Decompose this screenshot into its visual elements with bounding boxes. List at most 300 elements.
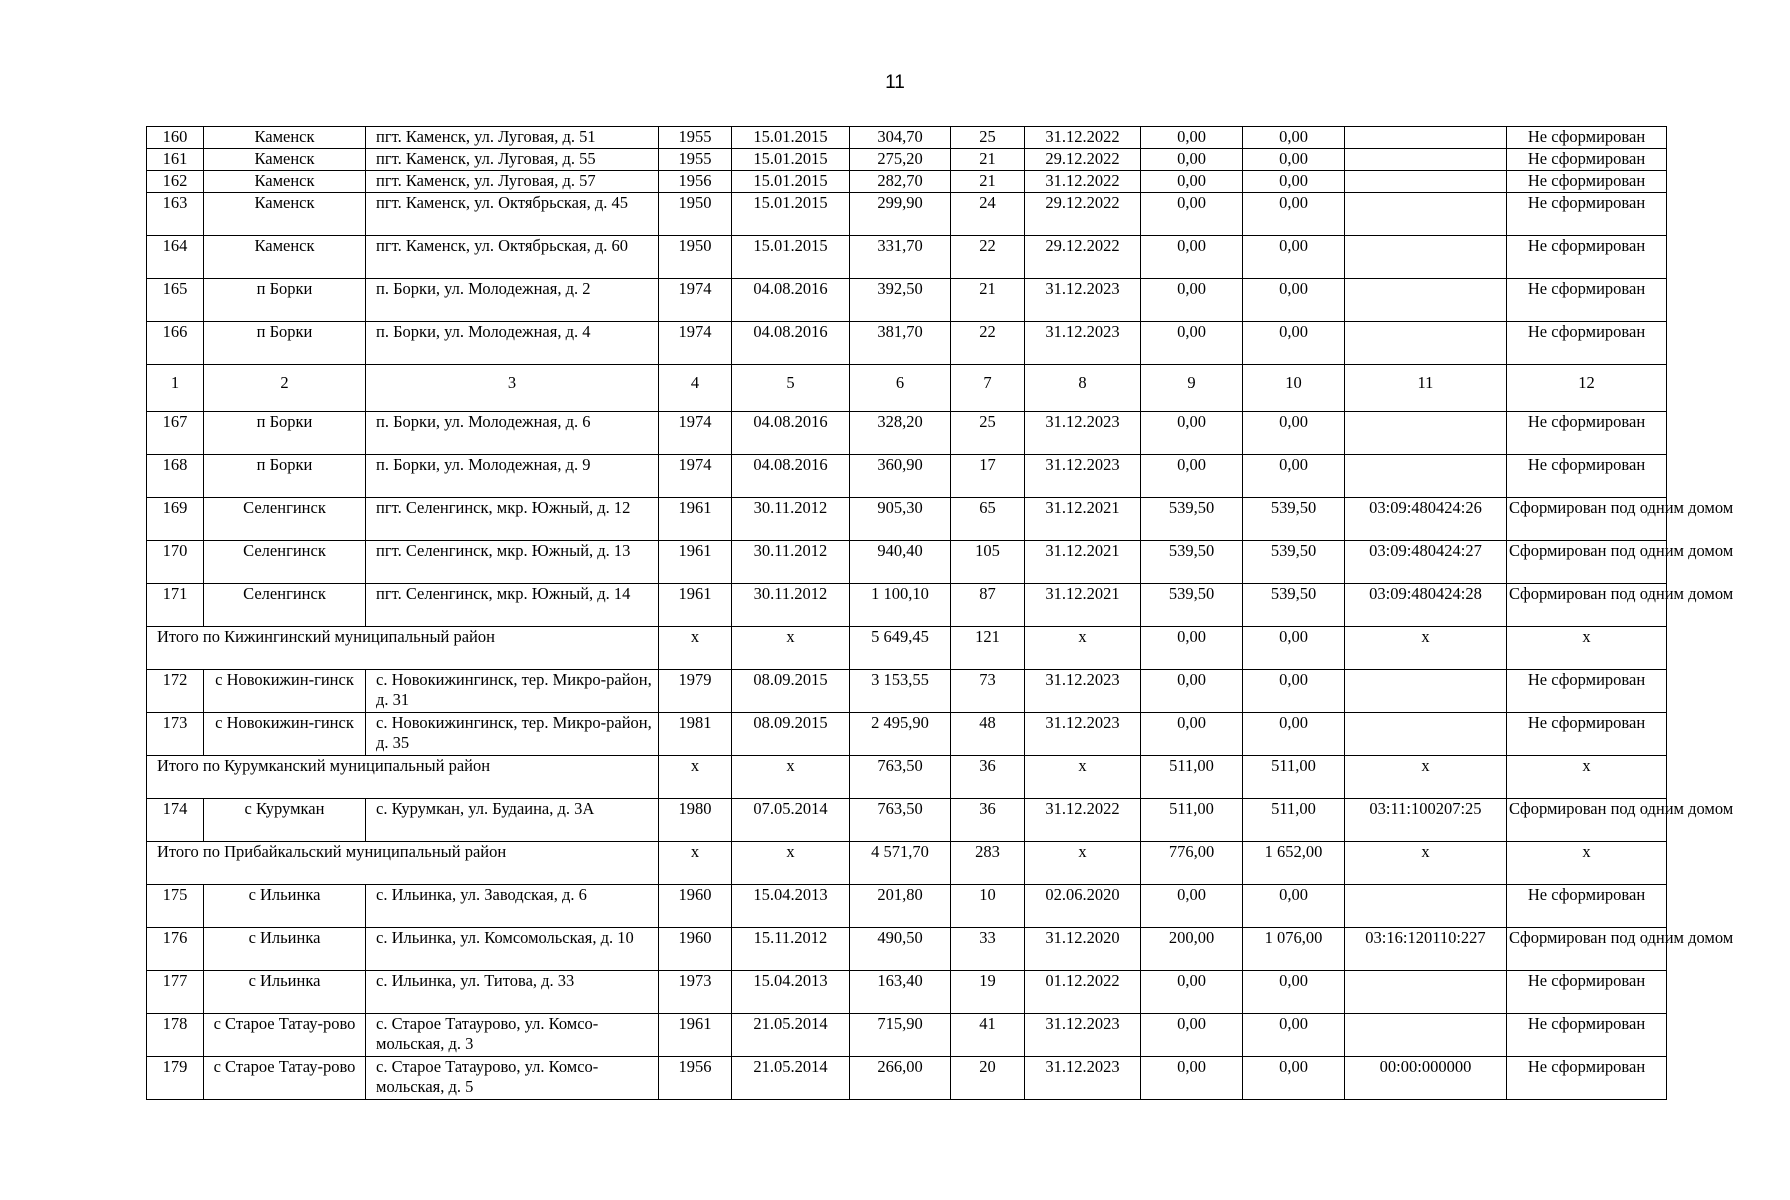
row-number: 171 xyxy=(147,584,204,627)
land-status-cell: Не сформирован xyxy=(1507,236,1667,279)
area-cell: 266,00 xyxy=(850,1057,951,1100)
residents-cell: 87 xyxy=(951,584,1025,627)
settlement-cell: с Ильинка xyxy=(204,885,366,928)
land-area-col9-cell: 539,50 xyxy=(1141,541,1243,584)
land-area-col9-cell: 0,00 xyxy=(1141,885,1243,928)
land-area-col9-cell: 0,00 xyxy=(1141,1014,1243,1057)
table-row xyxy=(147,885,1667,928)
row-number: 178 xyxy=(147,1014,204,1057)
land-status-cell: Не сформирован xyxy=(1507,149,1667,171)
area-cell: 2 495,90 xyxy=(850,713,951,756)
residents-cell: 22 xyxy=(951,236,1025,279)
land-area-col10-cell: 0,00 xyxy=(1243,171,1345,193)
recognition-date-cell: х xyxy=(732,627,850,670)
column-number-cell: 12 xyxy=(1507,365,1667,412)
land-area-col10-cell: 539,50 xyxy=(1243,541,1345,584)
settlement-cell: с Ильинка xyxy=(204,928,366,971)
residents-cell: 22 xyxy=(951,322,1025,365)
area-cell: 940,40 xyxy=(850,541,951,584)
recognition-date-cell: 15.01.2015 xyxy=(732,236,850,279)
district-total-label: Итого по Курумканский муниципальный район xyxy=(147,756,659,799)
year-cell: 1981 xyxy=(659,713,732,756)
settlement-cell: Каменск xyxy=(204,149,366,171)
land-status-cell: Сформирован под одним домом xyxy=(1507,498,1667,541)
land-area-col9-cell: 0,00 xyxy=(1141,193,1243,236)
residents-cell: 105 xyxy=(951,541,1025,584)
land-area-col9-cell: 0,00 xyxy=(1141,279,1243,322)
cadastral-number-cell xyxy=(1345,971,1507,1014)
land-area-col9-cell: 539,50 xyxy=(1141,498,1243,541)
land-status-cell: х xyxy=(1507,627,1667,670)
table-row xyxy=(147,127,1667,149)
settlement-cell: с Новокижин-гинск xyxy=(204,670,366,713)
recognition-date-cell: 04.08.2016 xyxy=(732,412,850,455)
table-row xyxy=(147,541,1667,584)
address-cell: пгт. Каменск, ул. Октябрьская, д. 60 xyxy=(366,236,659,279)
land-area-col9-cell: 0,00 xyxy=(1141,670,1243,713)
address-cell: пгт. Каменск, ул. Луговая, д. 51 xyxy=(366,127,659,149)
year-cell: 1961 xyxy=(659,498,732,541)
cadastral-number-cell xyxy=(1345,713,1507,756)
table-body xyxy=(147,127,1734,1100)
year-cell: 1955 xyxy=(659,127,732,149)
residents-cell: 283 xyxy=(951,842,1025,885)
year-cell: х xyxy=(659,627,732,670)
recognition-date-cell: 15.01.2015 xyxy=(732,193,850,236)
resettlement-deadline-cell: 31.12.2022 xyxy=(1025,799,1141,842)
recognition-date-cell: 08.09.2015 xyxy=(732,670,850,713)
district-total-label: Итого по Кижингинский муниципальный район xyxy=(147,627,659,670)
cadastral-number-cell xyxy=(1345,322,1507,365)
land-area-col10-cell: 0,00 xyxy=(1243,670,1345,713)
resettlement-deadline-cell: 31.12.2023 xyxy=(1025,1014,1141,1057)
column-number-cell: 4 xyxy=(659,365,732,412)
land-area-col10-cell: 0,00 xyxy=(1243,193,1345,236)
year-cell: х xyxy=(659,756,732,799)
recognition-date-cell: 15.01.2015 xyxy=(732,171,850,193)
settlement-cell: п Борки xyxy=(204,412,366,455)
recognition-date-cell: 30.11.2012 xyxy=(732,584,850,627)
address-cell: пгт. Каменск, ул. Луговая, д. 57 xyxy=(366,171,659,193)
settlement-cell: с Курумкан xyxy=(204,799,366,842)
cadastral-number-cell: 03:09:480424:28 xyxy=(1345,584,1507,627)
address-cell: пгт. Селенгинск, мкр. Южный, д. 12 xyxy=(366,498,659,541)
area-cell: 905,30 xyxy=(850,498,951,541)
area-cell: 163,40 xyxy=(850,971,951,1014)
address-cell: с. Курумкан, ул. Будаина, д. 3А xyxy=(366,799,659,842)
address-cell: с. Старое Татаурово, ул. Комсо-мольская, д. 3 xyxy=(366,1014,659,1057)
residents-cell: 20 xyxy=(951,1057,1025,1100)
column-number-cell: 10 xyxy=(1243,365,1345,412)
recognition-date-cell: 30.11.2012 xyxy=(732,498,850,541)
page-number: 11 xyxy=(885,72,905,93)
land-status-cell: Не сформирован xyxy=(1507,971,1667,1014)
resettlement-deadline-cell: х xyxy=(1025,842,1141,885)
cadastral-number-cell xyxy=(1345,236,1507,279)
cadastral-number-cell: 03:11:100207:25 xyxy=(1345,799,1507,842)
land-area-col9-cell: 0,00 xyxy=(1141,971,1243,1014)
area-cell: 4 571,70 xyxy=(850,842,951,885)
year-cell: 1979 xyxy=(659,670,732,713)
land-area-col10-cell: 0,00 xyxy=(1243,412,1345,455)
settlement-cell: с Старое Татау-рово xyxy=(204,1014,366,1057)
land-area-col9-cell: 0,00 xyxy=(1141,171,1243,193)
land-area-col10-cell: 0,00 xyxy=(1243,713,1345,756)
resettlement-deadline-cell: 31.12.2023 xyxy=(1025,322,1141,365)
area-cell: 763,50 xyxy=(850,756,951,799)
residents-cell: 73 xyxy=(951,670,1025,713)
area-cell: 331,70 xyxy=(850,236,951,279)
resettlement-deadline-cell: 31.12.2023 xyxy=(1025,279,1141,322)
settlement-cell: Селенгинск xyxy=(204,584,366,627)
resettlement-deadline-cell: 29.12.2022 xyxy=(1025,149,1141,171)
recognition-date-cell: 30.11.2012 xyxy=(732,541,850,584)
row-number: 175 xyxy=(147,885,204,928)
area-cell: 1 100,10 xyxy=(850,584,951,627)
land-status-cell: Не сформирован xyxy=(1507,127,1667,149)
resettlement-deadline-cell: 02.06.2020 xyxy=(1025,885,1141,928)
year-cell: 1961 xyxy=(659,541,732,584)
row-number: 160 xyxy=(147,127,204,149)
land-area-col9-cell: 0,00 xyxy=(1141,127,1243,149)
row-number: 176 xyxy=(147,928,204,971)
table-row xyxy=(147,584,1667,627)
land-area-col10-cell: 0,00 xyxy=(1243,627,1345,670)
cadastral-number-cell xyxy=(1345,1014,1507,1057)
land-area-col9-cell: 200,00 xyxy=(1141,928,1243,971)
land-area-col10-cell: 0,00 xyxy=(1243,971,1345,1014)
settlement-cell: Селенгинск xyxy=(204,541,366,584)
area-cell: 5 649,45 xyxy=(850,627,951,670)
cadastral-number-cell xyxy=(1345,885,1507,928)
year-cell: 1974 xyxy=(659,455,732,498)
settlement-cell: Каменск xyxy=(204,193,366,236)
district-total-row xyxy=(147,627,1667,670)
row-number: 177 xyxy=(147,971,204,1014)
row-number: 163 xyxy=(147,193,204,236)
resettlement-deadline-cell: 31.12.2021 xyxy=(1025,584,1141,627)
cadastral-number-cell xyxy=(1345,670,1507,713)
residents-cell: 10 xyxy=(951,885,1025,928)
land-area-col9-cell: 0,00 xyxy=(1141,149,1243,171)
land-status-cell: Не сформирован xyxy=(1507,171,1667,193)
land-status-cell: Не сформирован xyxy=(1507,713,1667,756)
column-number-cell: 11 xyxy=(1345,365,1507,412)
year-cell: 1950 xyxy=(659,236,732,279)
table-row xyxy=(147,670,1667,713)
settlement-cell: Каменск xyxy=(204,236,366,279)
land-area-col9-cell: 776,00 xyxy=(1141,842,1243,885)
area-cell: 381,70 xyxy=(850,322,951,365)
settlement-cell: Селенгинск xyxy=(204,498,366,541)
resettlement-deadline-cell: х xyxy=(1025,627,1141,670)
land-area-col9-cell: 0,00 xyxy=(1141,236,1243,279)
land-area-col10-cell: 1 076,00 xyxy=(1243,928,1345,971)
land-status-cell: Сформирован под одним домом xyxy=(1507,928,1667,971)
residents-cell: 48 xyxy=(951,713,1025,756)
settlement-cell: п Борки xyxy=(204,279,366,322)
land-status-cell: х xyxy=(1507,756,1667,799)
recognition-date-cell: 07.05.2014 xyxy=(732,799,850,842)
year-cell: 1974 xyxy=(659,412,732,455)
resettlement-deadline-cell: 31.12.2021 xyxy=(1025,498,1141,541)
land-status-cell: Не сформирован xyxy=(1507,322,1667,365)
address-cell: пгт. Селенгинск, мкр. Южный, д. 14 xyxy=(366,584,659,627)
land-area-col9-cell: 511,00 xyxy=(1141,799,1243,842)
land-status-cell: Не сформирован xyxy=(1507,279,1667,322)
cadastral-number-cell xyxy=(1345,149,1507,171)
recognition-date-cell: 15.01.2015 xyxy=(732,149,850,171)
land-area-col9-cell: 0,00 xyxy=(1141,713,1243,756)
land-area-col9-cell: 0,00 xyxy=(1141,455,1243,498)
area-cell: 360,90 xyxy=(850,455,951,498)
land-status-cell: х xyxy=(1507,842,1667,885)
address-cell: с. Ильинка, ул. Комсомольская, д. 10 xyxy=(366,928,659,971)
column-number-cell: 2 xyxy=(204,365,366,412)
settlement-cell: с Старое Татау-рово xyxy=(204,1057,366,1100)
row-number: 162 xyxy=(147,171,204,193)
area-cell: 304,70 xyxy=(850,127,951,149)
land-status-cell: Сформирован под одним домом xyxy=(1507,541,1667,584)
cadastral-number-cell: х xyxy=(1345,756,1507,799)
address-cell: п. Борки, ул. Молодежная, д. 4 xyxy=(366,322,659,365)
resettlement-deadline-cell: 31.12.2023 xyxy=(1025,670,1141,713)
row-number: 166 xyxy=(147,322,204,365)
table-row xyxy=(147,1014,1667,1057)
year-cell: 1955 xyxy=(659,149,732,171)
residents-cell: 21 xyxy=(951,171,1025,193)
land-status-cell: Не сформирован xyxy=(1507,412,1667,455)
cadastral-number-cell xyxy=(1345,455,1507,498)
recognition-date-cell: 15.04.2013 xyxy=(732,885,850,928)
table-row xyxy=(147,799,1667,842)
table-row xyxy=(147,455,1667,498)
land-area-col10-cell: 0,00 xyxy=(1243,322,1345,365)
resettlement-deadline-cell: 31.12.2022 xyxy=(1025,127,1141,149)
residents-cell: 121 xyxy=(951,627,1025,670)
cadastral-number-cell: 03:16:120110:227 xyxy=(1345,928,1507,971)
table-row xyxy=(147,713,1667,756)
column-number-cell: 6 xyxy=(850,365,951,412)
area-cell: 392,50 xyxy=(850,279,951,322)
land-area-col10-cell: 539,50 xyxy=(1243,584,1345,627)
land-status-cell: Не сформирован xyxy=(1507,193,1667,236)
address-cell: с. Новокижингинск, тер. Микро-район, д. 35 xyxy=(366,713,659,756)
residents-cell: 19 xyxy=(951,971,1025,1014)
land-area-col9-cell: 0,00 xyxy=(1141,627,1243,670)
area-cell: 3 153,55 xyxy=(850,670,951,713)
land-status-cell: Не сформирован xyxy=(1507,1014,1667,1057)
address-cell: п. Борки, ул. Молодежная, д. 6 xyxy=(366,412,659,455)
year-cell: 1960 xyxy=(659,885,732,928)
row-number: 174 xyxy=(147,799,204,842)
land-area-col10-cell: 511,00 xyxy=(1243,756,1345,799)
resettlement-deadline-cell: 31.12.2020 xyxy=(1025,928,1141,971)
residents-cell: 25 xyxy=(951,127,1025,149)
settlement-cell: п Борки xyxy=(204,455,366,498)
recognition-date-cell: х xyxy=(732,756,850,799)
resettlement-deadline-cell: 31.12.2023 xyxy=(1025,1057,1141,1100)
area-cell: 299,90 xyxy=(850,193,951,236)
recognition-date-cell: 15.11.2012 xyxy=(732,928,850,971)
residents-cell: 41 xyxy=(951,1014,1025,1057)
table-row xyxy=(147,322,1667,365)
recognition-date-cell: 21.05.2014 xyxy=(732,1014,850,1057)
row-number: 167 xyxy=(147,412,204,455)
address-cell: пгт. Каменск, ул. Луговая, д. 55 xyxy=(366,149,659,171)
row-number: 168 xyxy=(147,455,204,498)
cadastral-number-cell xyxy=(1345,127,1507,149)
residents-cell: 36 xyxy=(951,799,1025,842)
settlement-cell: Каменск xyxy=(204,127,366,149)
address-cell: п. Борки, ул. Молодежная, д. 9 xyxy=(366,455,659,498)
residents-cell: 33 xyxy=(951,928,1025,971)
year-cell: 1950 xyxy=(659,193,732,236)
column-number-cell: 3 xyxy=(366,365,659,412)
land-area-col10-cell: 539,50 xyxy=(1243,498,1345,541)
resettlement-deadline-cell: 31.12.2022 xyxy=(1025,171,1141,193)
cadastral-number-cell xyxy=(1345,279,1507,322)
resettlement-deadline-cell: 01.12.2022 xyxy=(1025,971,1141,1014)
housing-registry-table xyxy=(146,126,1734,1100)
row-number: 161 xyxy=(147,149,204,171)
land-area-col10-cell: 0,00 xyxy=(1243,885,1345,928)
resettlement-deadline-cell: 29.12.2022 xyxy=(1025,236,1141,279)
land-area-col9-cell: 0,00 xyxy=(1141,322,1243,365)
year-cell: 1973 xyxy=(659,971,732,1014)
address-cell: пгт. Каменск, ул. Октябрьская, д. 45 xyxy=(366,193,659,236)
settlement-cell: Каменск xyxy=(204,171,366,193)
land-status-cell: Не сформирован xyxy=(1507,885,1667,928)
land-status-cell: Не сформирован xyxy=(1507,455,1667,498)
land-area-col9-cell: 539,50 xyxy=(1141,584,1243,627)
land-area-col9-cell: 511,00 xyxy=(1141,756,1243,799)
row-number: 173 xyxy=(147,713,204,756)
recognition-date-cell: 15.01.2015 xyxy=(732,127,850,149)
row-number: 170 xyxy=(147,541,204,584)
year-cell: 1961 xyxy=(659,1014,732,1057)
address-cell: с. Старое Татаурово, ул. Комсо-мольская, д. 5 xyxy=(366,1057,659,1100)
column-number-cell: 8 xyxy=(1025,365,1141,412)
residents-cell: 21 xyxy=(951,149,1025,171)
cadastral-number-cell xyxy=(1345,193,1507,236)
land-status-cell: Сформирован под одним домом xyxy=(1507,584,1667,627)
cadastral-number-cell xyxy=(1345,412,1507,455)
land-status-cell: Не сформирован xyxy=(1507,670,1667,713)
column-number-header-row xyxy=(147,365,1667,412)
row-number: 179 xyxy=(147,1057,204,1100)
address-cell: с. Новокижингинск, тер. Микро-район, д. 31 xyxy=(366,670,659,713)
year-cell: 1956 xyxy=(659,171,732,193)
row-number: 165 xyxy=(147,279,204,322)
land-area-col10-cell: 0,00 xyxy=(1243,1057,1345,1100)
recognition-date-cell: 21.05.2014 xyxy=(732,1057,850,1100)
settlement-cell: с Новокижин-гинск xyxy=(204,713,366,756)
residents-cell: 25 xyxy=(951,412,1025,455)
resettlement-deadline-cell: 31.12.2021 xyxy=(1025,541,1141,584)
cadastral-number-cell: 03:09:480424:26 xyxy=(1345,498,1507,541)
area-cell: 282,70 xyxy=(850,171,951,193)
area-cell: 328,20 xyxy=(850,412,951,455)
year-cell: 1974 xyxy=(659,322,732,365)
settlement-cell: п Борки xyxy=(204,322,366,365)
recognition-date-cell: 15.04.2013 xyxy=(732,971,850,1014)
table-row xyxy=(147,928,1667,971)
cadastral-number-cell xyxy=(1345,171,1507,193)
land-area-col9-cell: 0,00 xyxy=(1141,1057,1243,1100)
area-cell: 490,50 xyxy=(850,928,951,971)
land-status-cell: Сформирован под одним домом xyxy=(1507,799,1667,842)
resettlement-deadline-cell: 31.12.2023 xyxy=(1025,455,1141,498)
row-number: 172 xyxy=(147,670,204,713)
recognition-date-cell: 04.08.2016 xyxy=(732,279,850,322)
residents-cell: 24 xyxy=(951,193,1025,236)
district-total-label: Итого по Прибайкальский муниципальный район xyxy=(147,842,659,885)
table-row xyxy=(147,1057,1667,1100)
resettlement-deadline-cell: 31.12.2023 xyxy=(1025,412,1141,455)
residents-cell: 65 xyxy=(951,498,1025,541)
land-area-col10-cell: 0,00 xyxy=(1243,279,1345,322)
recognition-date-cell: 08.09.2015 xyxy=(732,713,850,756)
land-area-col10-cell: 511,00 xyxy=(1243,799,1345,842)
year-cell: 1961 xyxy=(659,584,732,627)
land-status-cell: Не сформирован xyxy=(1507,1057,1667,1100)
year-cell: 1956 xyxy=(659,1057,732,1100)
table-row xyxy=(147,171,1667,193)
row-number: 164 xyxy=(147,236,204,279)
row-number: 169 xyxy=(147,498,204,541)
year-cell: х xyxy=(659,842,732,885)
area-cell: 763,50 xyxy=(850,799,951,842)
land-area-col9-cell: 0,00 xyxy=(1141,412,1243,455)
year-cell: 1960 xyxy=(659,928,732,971)
table-row xyxy=(147,412,1667,455)
column-number-cell: 5 xyxy=(732,365,850,412)
cadastral-number-cell: х xyxy=(1345,842,1507,885)
land-area-col10-cell: 1 652,00 xyxy=(1243,842,1345,885)
table-row xyxy=(147,193,1667,236)
land-area-col10-cell: 0,00 xyxy=(1243,455,1345,498)
column-number-cell: 1 xyxy=(147,365,204,412)
table-row xyxy=(147,498,1667,541)
column-number-cell: 7 xyxy=(951,365,1025,412)
recognition-date-cell: 04.08.2016 xyxy=(732,322,850,365)
district-total-row xyxy=(147,756,1667,799)
recognition-date-cell: х xyxy=(732,842,850,885)
area-cell: 201,80 xyxy=(850,885,951,928)
recognition-date-cell: 04.08.2016 xyxy=(732,455,850,498)
cadastral-number-cell: 03:09:480424:27 xyxy=(1345,541,1507,584)
year-cell: 1980 xyxy=(659,799,732,842)
area-cell: 715,90 xyxy=(850,1014,951,1057)
land-area-col10-cell: 0,00 xyxy=(1243,127,1345,149)
resettlement-deadline-cell: 31.12.2023 xyxy=(1025,713,1141,756)
land-area-col10-cell: 0,00 xyxy=(1243,236,1345,279)
land-area-col10-cell: 0,00 xyxy=(1243,1014,1345,1057)
column-number-cell: 9 xyxy=(1141,365,1243,412)
residents-cell: 21 xyxy=(951,279,1025,322)
address-cell: пгт. Селенгинск, мкр. Южный, д. 13 xyxy=(366,541,659,584)
address-cell: с. Ильинка, ул. Титова, д. 33 xyxy=(366,971,659,1014)
land-area-col10-cell: 0,00 xyxy=(1243,149,1345,171)
cadastral-number-cell: 00:00:000000 xyxy=(1345,1057,1507,1100)
table-row xyxy=(147,971,1667,1014)
address-cell: с. Ильинка, ул. Заводская, д. 6 xyxy=(366,885,659,928)
resettlement-deadline-cell: х xyxy=(1025,756,1141,799)
table-row xyxy=(147,149,1667,171)
area-cell: 275,20 xyxy=(850,149,951,171)
residents-cell: 17 xyxy=(951,455,1025,498)
